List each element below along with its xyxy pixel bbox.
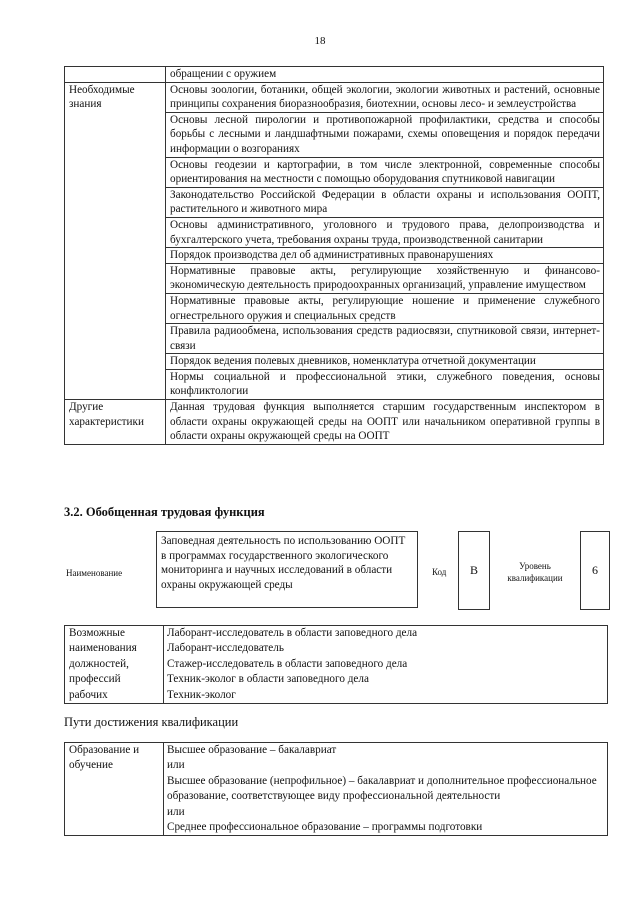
education-list	[164, 743, 608, 836]
knowledge-item: Порядок производства дел об административных правонарушениях	[166, 248, 604, 264]
name-label: Наименование	[66, 568, 123, 578]
list-item: Высшее образование (непрофильное) – бакалавриат и дополнительное профессиональное образование, соответствующее виду профессиональной деятельности	[167, 774, 597, 803]
knowledge-item: Основы административного, уголовного и трудового права, делопроизводства и бухгалтерского учета, требования охраны труда, производственной санитарии	[166, 217, 604, 247]
level-value-box: 6	[580, 531, 610, 610]
list-item: Высшее образование – бакалавриат	[167, 744, 337, 756]
knowledge-item: Законодательство Российской Федерации в области охраны и использования ООПТ, растительного и животного мира	[166, 187, 604, 217]
knowledge-item: Нормы социальной и профессиональной этики, служебного поведения, основы конфликтологии	[166, 369, 604, 399]
page-number: 18	[314, 35, 326, 47]
table-row	[65, 743, 608, 836]
other-label: Другие характеристики	[65, 400, 166, 445]
education-table	[64, 742, 608, 836]
code-value-box: В	[458, 531, 490, 610]
list-item: Среднее профессиональное образование – программы подготовки	[167, 821, 483, 834]
table-cell-empty	[65, 67, 166, 83]
positions-table	[64, 625, 608, 704]
positions-label	[65, 626, 164, 704]
list-item: или	[167, 759, 185, 772]
knowledge-label: Необходимые знания	[65, 82, 166, 399]
table-row	[65, 82, 604, 112]
list-item: Лаборант-исследователь в области заповедного дела	[167, 627, 418, 639]
knowledge-item: Основы лесной пирологии и противопожарной профилактики, средства и способы борьбы с лесными и ландшафтными пожарами, схемы оповещения и порядок передачи информации о возгораниях	[166, 112, 604, 157]
label-line: профессий	[69, 673, 121, 686]
list-item: Лаборант-исследователь	[167, 642, 284, 655]
table-row	[65, 67, 604, 83]
label-line: рабочих	[69, 688, 108, 701]
level-label-line: квалификации	[507, 573, 563, 583]
level-label-line: Уровень	[519, 561, 551, 571]
label-line: наименования	[69, 642, 137, 655]
section-heading: 3.2. Обобщенная трудовая функция	[64, 505, 265, 519]
label-line: Возможные	[69, 627, 125, 639]
name-value-box: Заповедная деятельность по использованию ООПТ в программах государственного экологического мониторинга и научных исследований в области охраны окружающей среды	[156, 531, 418, 608]
list-item: Техник-эколог в области заповедного дела	[167, 673, 369, 686]
code-label: Код	[432, 567, 447, 577]
list-item: Техник-эколог	[167, 688, 236, 701]
knowledge-item: Правила радиообмена, использования средств радиосвязи, спутниковой связи, интернет-связи	[166, 324, 604, 354]
label-line: обучение	[69, 759, 113, 772]
other-text: Данная трудовая функция выполняется старшим государственным инспектором в области охраны окружающей среды на ООПТ или начальником оперативной группы в области охраны окружающей среды на ООПТ	[166, 400, 604, 445]
label-line: Образование и	[69, 744, 140, 756]
knowledge-item: Основы геодезии и картографии, в том числе электронной, современные способы ориентирования на местности с помощью оборудования спутниковой навигации	[166, 157, 604, 187]
paths-heading: Пути достижения квалификации	[64, 715, 239, 729]
level-label	[494, 560, 576, 584]
table-cell: обращении с оружием	[166, 67, 604, 83]
list-item: или	[167, 805, 185, 818]
table-row	[65, 400, 604, 445]
list-item: Стажер-исследователь в области заповедного дела	[167, 657, 408, 670]
education-label	[65, 743, 164, 836]
knowledge-item: Нормативные правовые акты, регулирующие ношение и применение служебного огнестрельного оружия и специальных средств	[166, 293, 604, 323]
knowledge-item: Основы зоологии, ботаники, общей экологии, экологии животных и растений, основные принципы сохранения биоразнообразия, биотехнии, основы лесо- и землеустройства	[166, 82, 604, 112]
label-line: должностей,	[69, 657, 129, 670]
knowledge-table	[64, 66, 604, 445]
table-row	[65, 626, 608, 704]
knowledge-item: Порядок ведения полевых дневников, номенклатура отчетной документации	[166, 354, 604, 370]
positions-list	[164, 626, 608, 704]
knowledge-item: Нормативные правовые акты, регулирующие хозяйственную и финансово-экономическую деятельность природоохранных организаций, управление имуществом	[166, 263, 604, 293]
